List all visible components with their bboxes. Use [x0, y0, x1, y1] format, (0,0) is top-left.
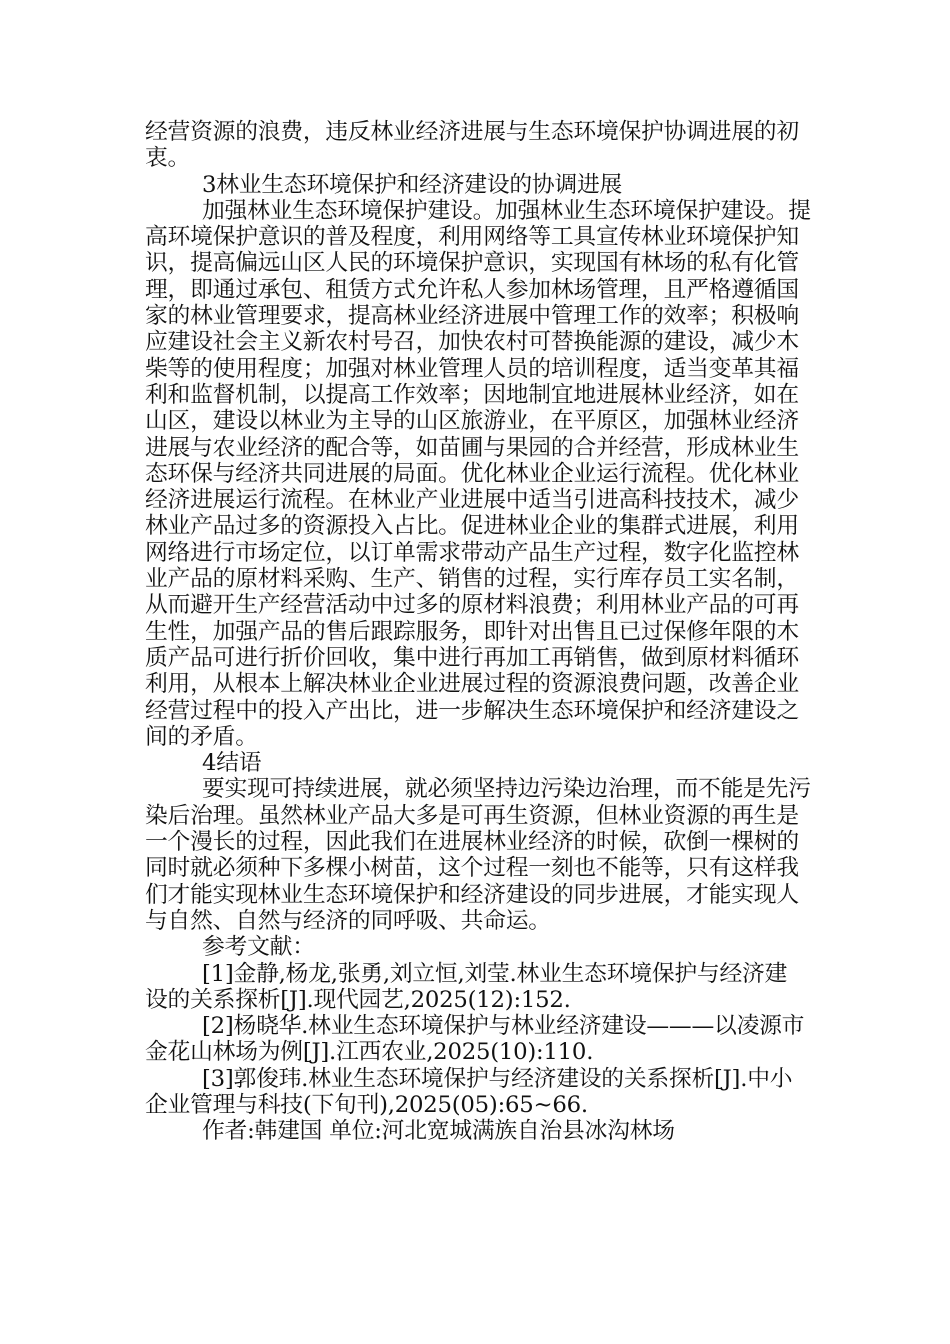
text-line: 作者:韩建国 单位:河北宽城满族自治县冰沟林场: [202, 1118, 675, 1145]
text-line: 加强林业生态环境保护建设。加强林业生态环境保护建设。提: [202, 197, 811, 224]
text-line: 4结语: [202, 750, 262, 777]
text-line: 山区，建设以林业为主导的山区旅游业，在平原区，加强林业经济: [145, 408, 799, 435]
text-line: 与自然、自然与经济的同呼吸、共命运。: [145, 907, 551, 934]
text-line: 们才能实现林业生态环境保护和经济建设的同步进展，才能实现人: [145, 881, 799, 908]
text-line: 经营过程中的投入产出比，进一步解决生态环境保护和经济建设之: [145, 697, 799, 724]
text-line: 间的矛盾。: [145, 723, 258, 750]
text-line: 质产品可进行折价回收，集中进行再加工再销售，做到原材料循环: [145, 644, 799, 671]
document-body: [145, 119, 811, 1145]
text-line: 参考文献：: [202, 934, 315, 961]
text-line: 生性，加强产品的售后跟踪服务，即针对出售且已过保修年限的木: [145, 618, 799, 645]
text-line: [2]杨晓华.林业生态环境保护与林业经济建设———以凌源市: [202, 1013, 805, 1040]
text-line: 从而避开生产经营活动中过多的原材料浪费；利用林业产品的可再: [145, 592, 799, 619]
text-line: 要实现可持续进展，就必须坚持边污染边治理，而不能是先污: [202, 776, 811, 803]
text-line: 利用，从根本上解决林业企业进展过程的资源浪费问题，改善企业: [145, 671, 799, 698]
text-line: 企业管理与科技(下旬刊),2025(05):65~66.: [145, 1091, 588, 1118]
text-line: 金花山林场为例[J].江西农业,2025(10):110.: [145, 1039, 594, 1066]
text-line: 衷。: [145, 145, 191, 172]
text-line: 网络进行市场定位，以订单需求带动产品生产过程，数字化监控林: [145, 539, 799, 566]
text-line: 家的林业管理要求，提高林业经济进展中管理工作的效率；积极响: [145, 303, 799, 330]
text-line: 业产品的原材料采购、生产、销售的过程，实行库存员工实名制，: [145, 566, 799, 593]
text-line: 进展与农业经济的配合等，如苗圃与果园的合并经营，形成林业生: [145, 434, 799, 461]
text-line: 经济进展运行流程。在林业产业进展中适当引进高科技技术，减少: [145, 487, 799, 514]
text-line: 3林业生态环境保护和经济建设的协调进展: [202, 171, 623, 198]
text-line: 识，提高偏远山区人民的环境保护意识，实现国有林场的私有化管: [145, 250, 799, 277]
text-line: 柴等的使用程度；加强对林业管理人员的培训程度，适当变革其福: [145, 355, 799, 382]
document-page: [145, 119, 811, 1145]
text-line: 同时就必须种下多棵小树苗，这个过程一刻也不能等，只有这样我: [145, 855, 799, 882]
text-line: [3]郭俊玮.林业生态环境保护与经济建设的关系探析[J].中小: [202, 1065, 793, 1092]
text-line: 高环境保护意识的普及程度，利用网络等工具宣传林业环境保护知: [145, 224, 799, 251]
text-line: 态环保与经济共同进展的局面。优化林业企业运行流程。优化林业: [145, 460, 799, 487]
text-line: 应建设社会主义新农村号召，加快农村可替换能源的建设，减少木: [145, 329, 799, 356]
text-line: 染后治理。虽然林业产品大多是可再生资源，但林业资源的再生是: [145, 802, 799, 829]
text-line: 经营资源的浪费，违反林业经济进展与生态环境保护协调进展的初: [145, 119, 799, 145]
text-line: 林业产品过多的资源投入占比。促进林业企业的集群式进展，利用: [145, 513, 799, 540]
text-line: [1]金静,杨龙,张勇,刘立恒,刘莹.林业生态环境保护与经济建: [202, 960, 788, 987]
text-line: 理，即通过承包、租赁方式允许私人参加林场管理，且严格遵循国: [145, 276, 799, 303]
text-line: 利和监督机制，以提高工作效率；因地制宜地进展林业经济，如在: [145, 381, 799, 408]
text-line: 一个漫长的过程，因此我们在进展林业经济的时候，砍倒一棵树的: [145, 829, 799, 856]
text-line: 设的关系探析[J].现代园艺,2025(12):152.: [145, 986, 571, 1013]
